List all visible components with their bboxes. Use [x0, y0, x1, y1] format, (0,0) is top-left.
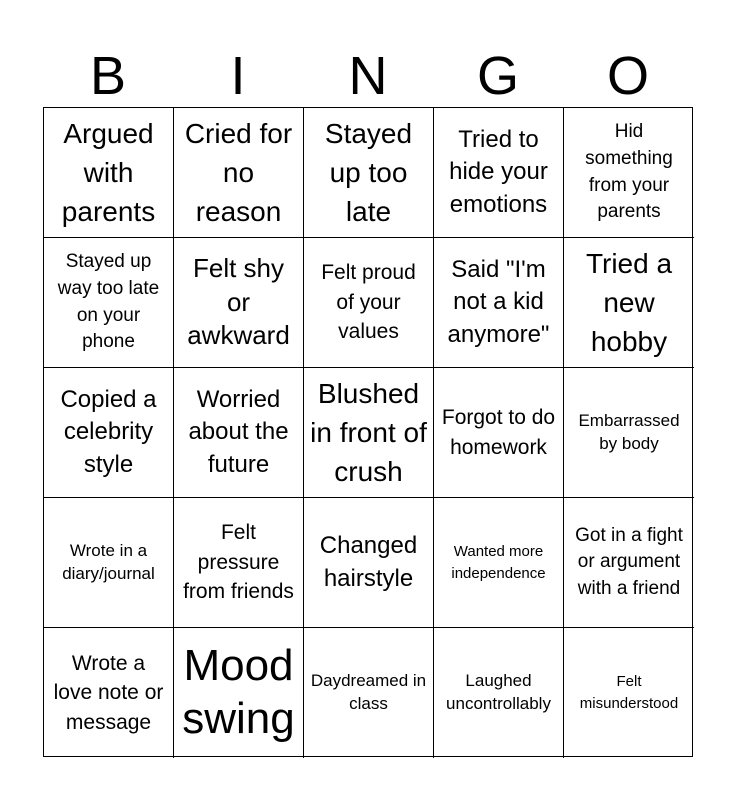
bingo-cell[interactable]: Argued with parents	[44, 108, 174, 238]
bingo-cell[interactable]: Blushed in front of crush	[304, 368, 434, 498]
bingo-cell[interactable]: Tried a new hobby	[564, 238, 694, 368]
header-letter-g: G	[476, 46, 519, 106]
bingo-cell[interactable]: Changed hairstyle	[304, 498, 434, 628]
bingo-cell[interactable]: Got in a fight or argument with a friend	[564, 498, 694, 628]
bingo-cell[interactable]: Hid something from your parents	[564, 108, 694, 238]
bingo-cell[interactable]: Felt pressure from friends	[174, 498, 304, 628]
bingo-cell[interactable]: Tried to hide your emotions	[434, 108, 564, 238]
bingo-cell[interactable]: Worried about the future	[174, 368, 304, 498]
bingo-cell[interactable]: Embarrassed by body	[564, 368, 694, 498]
header-letter-o: O	[606, 46, 649, 106]
bingo-header	[43, 46, 693, 106]
bingo-cell[interactable]: Stayed up way too late on your phone	[44, 238, 174, 368]
header-letter-i: I	[230, 46, 246, 106]
bingo-cell[interactable]: Wanted more independence	[434, 498, 564, 628]
bingo-cell[interactable]: Copied a celebrity style	[44, 368, 174, 498]
bingo-cell[interactable]: Wrote in a diary/journal	[44, 498, 174, 628]
bingo-cell[interactable]: Daydreamed in class	[304, 628, 434, 758]
header-letter-b: B	[89, 46, 127, 106]
bingo-cell[interactable]: Mood swing	[174, 628, 304, 758]
bingo-cell[interactable]: Wrote a love note or message	[44, 628, 174, 758]
bingo-cell[interactable]: Felt proud of your values	[304, 238, 434, 368]
bingo-cell[interactable]: Laughed uncontrollably	[434, 628, 564, 758]
bingo-cell[interactable]: Felt misunderstood	[579, 673, 679, 712]
bingo-cell[interactable]: Said "I'm not a kid anymore"	[434, 238, 564, 368]
bingo-cell[interactable]: Cried for no reason	[174, 108, 304, 238]
header-letter-n: N	[348, 46, 388, 106]
bingo-cell[interactable]: Forgot to do homework	[434, 368, 564, 498]
bingo-cell[interactable]: Stayed up too late	[304, 108, 434, 238]
bingo-card-grid	[43, 107, 693, 757]
bingo-cell[interactable]: Felt shy or awkward	[174, 238, 304, 368]
